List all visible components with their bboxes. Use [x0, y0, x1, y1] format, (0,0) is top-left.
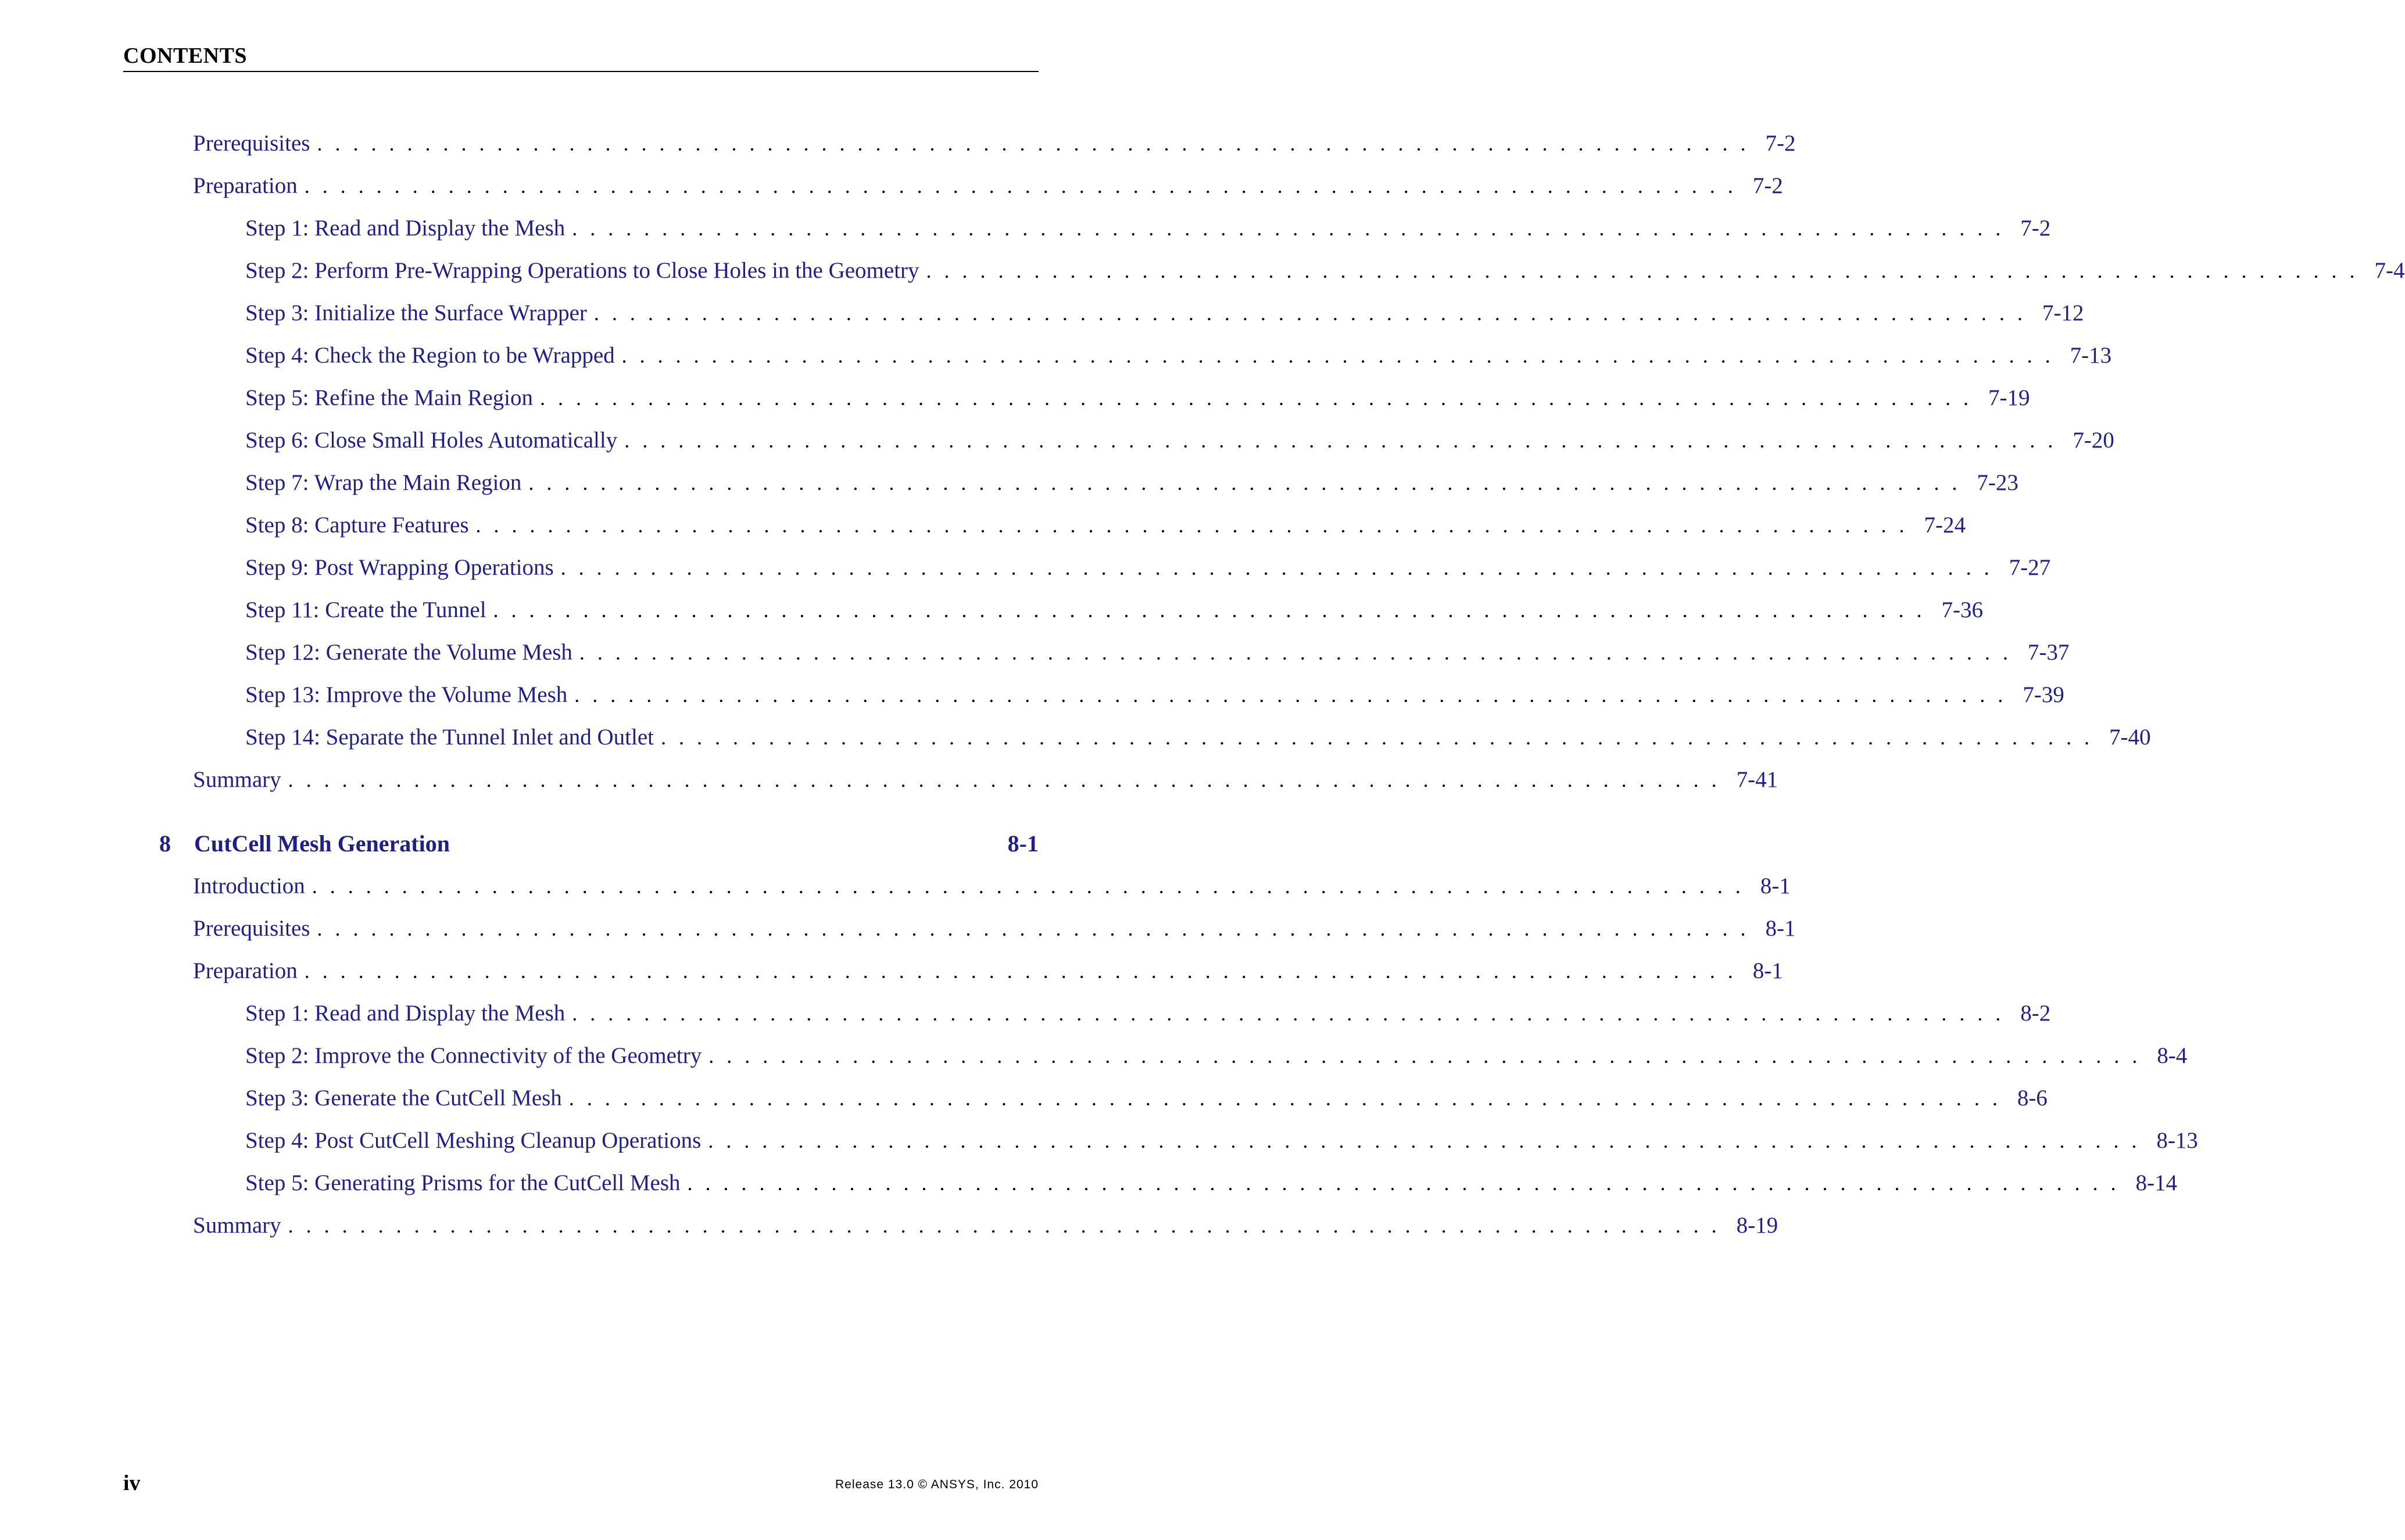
toc-entry[interactable] [123, 334, 2112, 377]
toc-entry[interactable] [123, 992, 2051, 1034]
toc-entry[interactable] [123, 950, 1783, 992]
toc-entry[interactable] [123, 504, 1966, 546]
toc-entry-label: Step 9: Post Wrapping Operations [245, 555, 554, 580]
toc-entry-page: 7-12 [2042, 300, 2084, 325]
toc-entry-label: Step 12: Generate the Volume Mesh [245, 640, 572, 665]
chapter-title: CutCell Mesh Generation [194, 830, 450, 857]
dot-leader: ................................................................................ [621, 343, 2063, 367]
toc-entry[interactable] [123, 164, 1783, 207]
toc-entry-page: 8-1 [1765, 916, 1796, 941]
toc-entry-label: Step 6: Close Small Holes Automatically [245, 428, 618, 453]
toc-entry-label: Step 3: Generate the CutCell Mesh [245, 1086, 562, 1111]
chapter-number: 8 [159, 830, 171, 857]
dot-leader: ................................................................................ [312, 874, 1753, 898]
dot-leader: ................................................................................ [540, 386, 1982, 410]
toc-section-chapter-7 [123, 122, 2405, 801]
toc-entry-page: 7-4 [2374, 258, 2405, 283]
toc-entry[interactable] [123, 207, 2051, 249]
toc-entry[interactable] [123, 1077, 2048, 1119]
toc-entry-label: Step 3: Initialize the Surface Wrapper [245, 300, 587, 325]
toc-entry-page: 8-2 [2020, 1001, 2051, 1026]
page-number: iv [123, 1471, 141, 1495]
toc-entry[interactable] [123, 1204, 1778, 1247]
toc-entry-page: 7-2 [1752, 173, 1783, 198]
toc-chapter-8[interactable] [123, 822, 1039, 865]
toc-entry-page: 7-36 [1941, 597, 1984, 622]
dot-leader: ................................................................................ [493, 598, 1935, 622]
dot-leader: ................................................................................ [687, 1171, 2129, 1195]
toc-entry-label: Introduction [193, 873, 305, 898]
dot-leader: ................................................................................ [317, 131, 1759, 155]
dot-leader: ................................................................................ [304, 959, 1746, 983]
dot-leader: ................................................................................ [475, 513, 1917, 537]
toc-entry[interactable] [123, 249, 2405, 292]
toc-entry[interactable] [123, 589, 1984, 631]
dot-leader: ................................................................................ [572, 1001, 2014, 1025]
toc-entry-page: 7-13 [2070, 343, 2112, 368]
dot-leader: ................................................................................ [708, 1129, 2150, 1152]
dot-leader: ................................................................................ [317, 916, 1759, 940]
toc-entry-label: Step 14: Separate the Tunnel Inlet and Outlet [245, 725, 654, 750]
toc-entry-label: Step 5: Refine the Main Region [245, 385, 534, 410]
dot-leader: ................................................................................ [304, 174, 1746, 198]
release-notice: Release 13.0 © ANSYS, Inc. 2010 [835, 1478, 1039, 1491]
dot-leader: ................................................................................ [560, 556, 2002, 579]
toc-entry-label: Preparation [193, 173, 298, 198]
dot-leader: ................................................................................ [926, 259, 2368, 282]
toc-entry[interactable] [123, 674, 2064, 716]
toc-entry[interactable] [123, 1162, 2178, 1204]
toc-entry-page: 7-19 [1988, 385, 2030, 410]
toc-entry-label: Step 4: Post CutCell Meshing Cleanup Operations [245, 1128, 702, 1153]
dot-leader: ................................................................................ [624, 428, 2066, 452]
toc-entry-page: 8-14 [2135, 1170, 2178, 1195]
toc-entry-label: Step 8: Capture Features [245, 513, 469, 538]
toc-entry-label: Prerequisites [193, 131, 310, 156]
toc-entry-page: 8-19 [1736, 1213, 1778, 1238]
toc-entry-page: 8-4 [2157, 1043, 2188, 1068]
toc-entry-label: Step 1: Read and Display the Mesh [245, 216, 566, 241]
toc-entry-page: 7-39 [2023, 682, 2064, 707]
toc-entry-page: 8-1 [1760, 873, 1791, 898]
toc-entry-label: Step 2: Perform Pre-Wrapping Operations to Close Holes in the Geometry [245, 258, 919, 283]
toc-entry-label: Preparation [193, 958, 298, 983]
toc-entry-label: Step 11: Create the Tunnel [245, 597, 486, 622]
header-title: CONTENTS [123, 44, 248, 68]
toc-entry-label: Step 2: Improve the Connectivity of the Geometry [245, 1043, 702, 1068]
toc-entry-page: 8-1 [1752, 958, 1783, 983]
toc-entry-page: 8-6 [2017, 1086, 2048, 1111]
toc-entry-page: 7-41 [1736, 767, 1778, 792]
toc-entry-page: 7-23 [1977, 470, 2019, 495]
toc-entry-label: Step 7: Wrap the Main Region [245, 470, 522, 495]
dot-leader: ................................................................................ [528, 471, 1970, 495]
toc-entry-page: 8-13 [2156, 1128, 2198, 1153]
dot-leader: ................................................................................ [579, 640, 2021, 664]
toc-entry-label: Step 1: Read and Display the Mesh [245, 1001, 566, 1026]
running-header [123, 42, 1039, 72]
toc-entry-label: Step 4: Check the Region to be Wrapped [245, 343, 615, 368]
toc-entry[interactable] [123, 758, 1778, 801]
toc-entry[interactable] [123, 546, 2051, 589]
toc-entry[interactable] [123, 631, 2070, 674]
toc-entry[interactable] [123, 377, 2030, 419]
dot-leader: ................................................................................ [288, 1213, 1730, 1237]
dot-leader: ................................................................................ [660, 725, 2102, 749]
dot-leader: ................................................................................ [708, 1044, 2150, 1068]
toc-entry-page: 7-40 [2109, 725, 2151, 750]
chapter-page: 8-1 [1007, 830, 1039, 857]
toc-entry[interactable] [123, 292, 2084, 334]
toc-entry-label: Summary [193, 767, 281, 792]
toc-entry[interactable] [123, 122, 1796, 164]
toc-entry[interactable] [123, 907, 1796, 950]
toc-entry-page: 7-2 [2020, 216, 2051, 241]
toc-entry-label: Prerequisites [193, 916, 310, 941]
dot-leader: ................................................................................ [574, 683, 2016, 707]
toc-section-chapter-8 [123, 865, 2198, 1247]
toc-entry[interactable] [123, 865, 1791, 907]
toc-entry[interactable] [123, 1119, 2198, 1162]
dot-leader: ................................................................................ [593, 301, 2035, 325]
toc-entry-label: Summary [193, 1213, 281, 1238]
toc-entry-label: Step 13: Improve the Volume Mesh [245, 682, 568, 707]
toc-entry[interactable] [123, 1034, 2188, 1077]
toc-entry-page: 7-24 [1924, 513, 1966, 538]
toc-entry[interactable] [123, 461, 2019, 504]
toc-entry[interactable] [123, 716, 2151, 758]
dot-leader: ................................................................................ [568, 1086, 2010, 1110]
toc-entry-label: Step 5: Generating Prisms for the CutCell Mesh [245, 1170, 681, 1195]
table-of-contents [123, 122, 2405, 1247]
toc-entry-page: 7-37 [2027, 640, 2070, 665]
toc-entry-page: 7-27 [2009, 555, 2051, 580]
dot-leader: ................................................................................ [572, 216, 2014, 240]
dot-leader: ................................................................................ [288, 768, 1730, 792]
toc-entry-page: 7-2 [1765, 131, 1796, 156]
toc-entry[interactable] [123, 419, 2114, 461]
toc-entry-page: 7-20 [2073, 428, 2114, 453]
